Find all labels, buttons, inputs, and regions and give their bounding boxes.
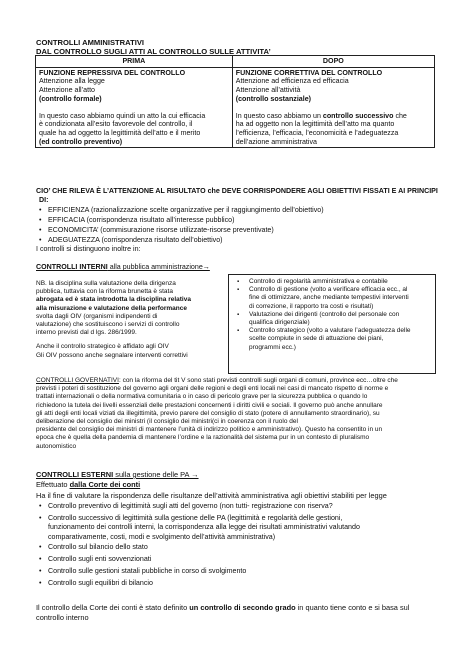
text-run-bold: dalla Corte dei conti — [69, 480, 141, 489]
internal-control-item — [249, 311, 431, 327]
internal-heading-rest: alla pubblica amministrazione→ — [107, 263, 210, 271]
note-line: abrogata ed è stata introdotta la disciplina relativa — [36, 296, 191, 304]
item-line: comparativamente, costi, modi e svolgimento dell’attività amministrativa) — [48, 532, 276, 541]
before-line: Attenzione all’atto — [39, 86, 95, 95]
external-heading-rest: sulla gestione delle PA → — [113, 470, 199, 479]
text-run: In questo caso abbiamo un — [235, 111, 323, 120]
governativi-line: epoca che è quella della pandemia di mantenere l’ordine e la razionalità del sistema pur in un contesto di pluralismo — [36, 434, 370, 442]
after-line: Attenzione ad efficienza ed efficacia — [235, 77, 349, 86]
text-run-bold: controllo successivo — [322, 111, 394, 120]
after-paragraph-line: dell’azione amministrativa — [235, 137, 317, 146]
closing-line — [36, 603, 409, 612]
before-paragraph-line: quale ha ad oggetto la legittimità dell’atto e il merito — [39, 128, 201, 137]
before-line: Attenzione alla legge — [39, 77, 105, 86]
item-line: fine di ottimizzare, anche mediante tempestivi interventi — [249, 294, 409, 302]
governativi-line: richiedono la tutela dei livelli essenziali delle prestazioni concernenti i diritti civili e sociali. Il governo può anche annullare — [36, 401, 383, 409]
item-line: funzionamento dei controlli interni, la corrispondenza alla legge dei risultati amministrativi valutando — [48, 523, 360, 532]
after-line: (controllo sostanziale) — [235, 94, 312, 103]
governativi-line: autonomistico — [36, 442, 77, 450]
column-header-before: PRIMA — [36, 56, 233, 68]
internal-control-item — [249, 327, 431, 352]
item-line: ▪ Controllo strategico (volto a valutare l’adeguatezza delle — [249, 327, 411, 335]
internal-note — [36, 280, 234, 360]
principle-item: • EFFICACIA (corrispondenza risultato all’interesse pubblico) — [48, 216, 235, 225]
internal-controls-box — [228, 274, 436, 374]
internal-control-item — [249, 278, 431, 286]
item-line: ▪ Valutazione dei dirigenti (controllo del personale con — [249, 310, 400, 318]
external-heading — [36, 470, 199, 479]
text-run-bold: un controllo di secondo grado — [189, 603, 296, 612]
governativi-line: presidente del consiglio dei ministri di mantenere l’unità di indirizzo politico e amministrativo). Questo ha consentito in un — [36, 426, 383, 434]
before-line: (controllo formale) — [39, 94, 102, 103]
item-line: ▪ Controllo di regolarità amministrativa e contabile — [249, 278, 388, 285]
external-control-item: • Controllo sul bilancio dello stato — [48, 543, 148, 552]
text-run: Il controllo della Corte dei conti è stato definito — [36, 603, 190, 612]
spacer — [39, 104, 229, 112]
external-purpose: Ha il fine di valutare la rispondenza delle risultanze dell’attività amministrativa agli obiettivi stabiliti per legge — [36, 491, 387, 500]
before-paragraph-line: è condizionata all’esito favorevole del controllo, il — [39, 120, 193, 129]
result-heading-cont: DI: — [39, 196, 49, 204]
governativi-paragraph — [36, 377, 440, 451]
before-paragraph-line: In questo caso abbiamo quindi un atto la cui efficacia — [39, 111, 206, 120]
text-run: in quanto tiene conto e si basa sul — [295, 603, 410, 612]
spacer — [236, 104, 431, 112]
item-line: • Controllo successivo di legittimità sulla gestione delle PA (legittimità e regolarità delle gestioni, — [48, 514, 343, 522]
after-heading: FUNZIONE CORRETTIVA DEL CONTROLLO — [235, 68, 383, 77]
note-line: Anche il controllo strategico è affidato agli OIV — [36, 343, 169, 351]
internal-heading-label: CONTROLLI INTERNI — [36, 263, 108, 271]
note-line: NB. la disciplina sulla valutazione della dirigenza — [36, 280, 176, 287]
after-line: Attenzione all’attività — [235, 86, 301, 95]
item-line: di correzione, il rapporto tra costi e risultati) — [249, 302, 374, 310]
distinction-text: I controlli si distinguono inoltre in: — [36, 245, 141, 253]
internal-control-item — [249, 286, 431, 311]
governativi-line: trattati internazionali o della normativa comunitaria o in caso di pericolo grave per la sicurezza pubblica o quando lo — [36, 393, 368, 401]
result-heading: CIO’ CHE RILEVA È L’ATTENZIONE AL RISULTATO che DEVE CORRISPONDERE AGLI OBIETTIVI FISSATI E AI PRINCIPI — [36, 187, 438, 195]
external-control-item — [48, 514, 360, 542]
after-paragraph-line — [236, 112, 431, 121]
after-paragraph-line: ha ad oggetto non la legittimità dell’atto ma quanto — [235, 120, 395, 129]
before-paragraph-line: (ed controllo preventivo) — [39, 137, 123, 146]
internal-heading — [36, 263, 210, 272]
governativi-line — [36, 377, 440, 385]
column-header-after: DOPO — [232, 56, 434, 68]
closing-line-cont: controllo interno — [36, 613, 89, 622]
external-control-item: • Controllo sugli enti sovvenzionati — [48, 555, 151, 564]
note-line: alla misurazione e valutazione della performance — [36, 304, 187, 312]
note-line: pubblica, tuttavia con la riforma brunetta è stata — [36, 288, 173, 296]
note-line: interno previsti dal d lgs. 286/1999. — [36, 329, 137, 337]
comparison-table — [35, 55, 435, 148]
item-line: programmi ecc.) — [249, 343, 296, 351]
item-line: scelte compiute in sede di attuazione dei piani, — [249, 335, 384, 343]
text-run: Effettuato — [36, 480, 70, 489]
note-line: valutazione) che sostituiscono i servizi di controllo — [36, 321, 180, 329]
document-subtitle: DAL CONTROLLO SUGLI ATTI AL CONTROLLO SULLE ATTIVITA’ — [36, 47, 271, 56]
item-line: ▪ Controllo di gestione (volto a verificare efficacia ecc., al — [249, 286, 408, 294]
principle-item: • EFFICIENZA (razionalizzazione scelte organizzative per il raggiungimento dell’obiettivo) — [48, 206, 324, 215]
external-performed-by — [36, 480, 140, 489]
external-control-item: • Controllo sugli equilibri di bilancio — [48, 579, 153, 588]
governativi-line: gli atti degli enti locali viziati da illegittimità, previo parere del consiglio di stato (potere di annullamento straordinario), su — [36, 409, 380, 417]
after-paragraph-line: l’efficienza, l’efficacia, l’economicità e l’adeguatezza — [235, 128, 399, 137]
item-line: qualifica dirigenziale) — [249, 319, 310, 327]
principle-item: • ADEGUATEZZA (corrispondenza risultato dell’obiettivo) — [48, 236, 223, 245]
external-control-item: • Controllo preventivo di legittimità sugli atti del governo (non tutti- registrazione con riserva? — [48, 502, 333, 511]
note-line: svolta dagli OIV (organismi indipendenti di — [36, 312, 158, 320]
text-run: che — [393, 111, 407, 120]
document-title: CONTROLLI AMMINISTRATIVI — [36, 38, 144, 47]
note-line: Gli OIV possono anche segnalare interventi correttivi — [36, 351, 188, 359]
text-run: : con la riforma del tit V sono stati previsti controlli sugli organi di comuni, province ecc…oltre che — [118, 377, 398, 384]
governativi-line: deliberazione del consiglio dei ministri (il consiglio dei ministri(ci in coerenza con il ruolo del — [36, 418, 298, 426]
principle-item: • ECONOMICITA’ (commisurazione risorse utilizzate-risorse preventivate) — [48, 226, 274, 235]
before-heading: FUNZIONE REPRESSIVA DEL CONTROLLO — [39, 68, 186, 77]
after-cell — [232, 67, 434, 148]
governativi-label: CONTROLLI GOVERNATIVI — [36, 377, 119, 384]
governativi-line: previsti i poteri di sostituzione del governo agli organi delle regioni e degli enti locali nei casi di mancato rispetto di norme e — [36, 385, 389, 393]
before-cell — [36, 67, 233, 148]
external-heading-label: CONTROLLI ESTERNI — [36, 470, 114, 479]
external-control-item: • Controllo sulle gestioni statali pubbliche in corso di svolgimento — [48, 567, 246, 576]
